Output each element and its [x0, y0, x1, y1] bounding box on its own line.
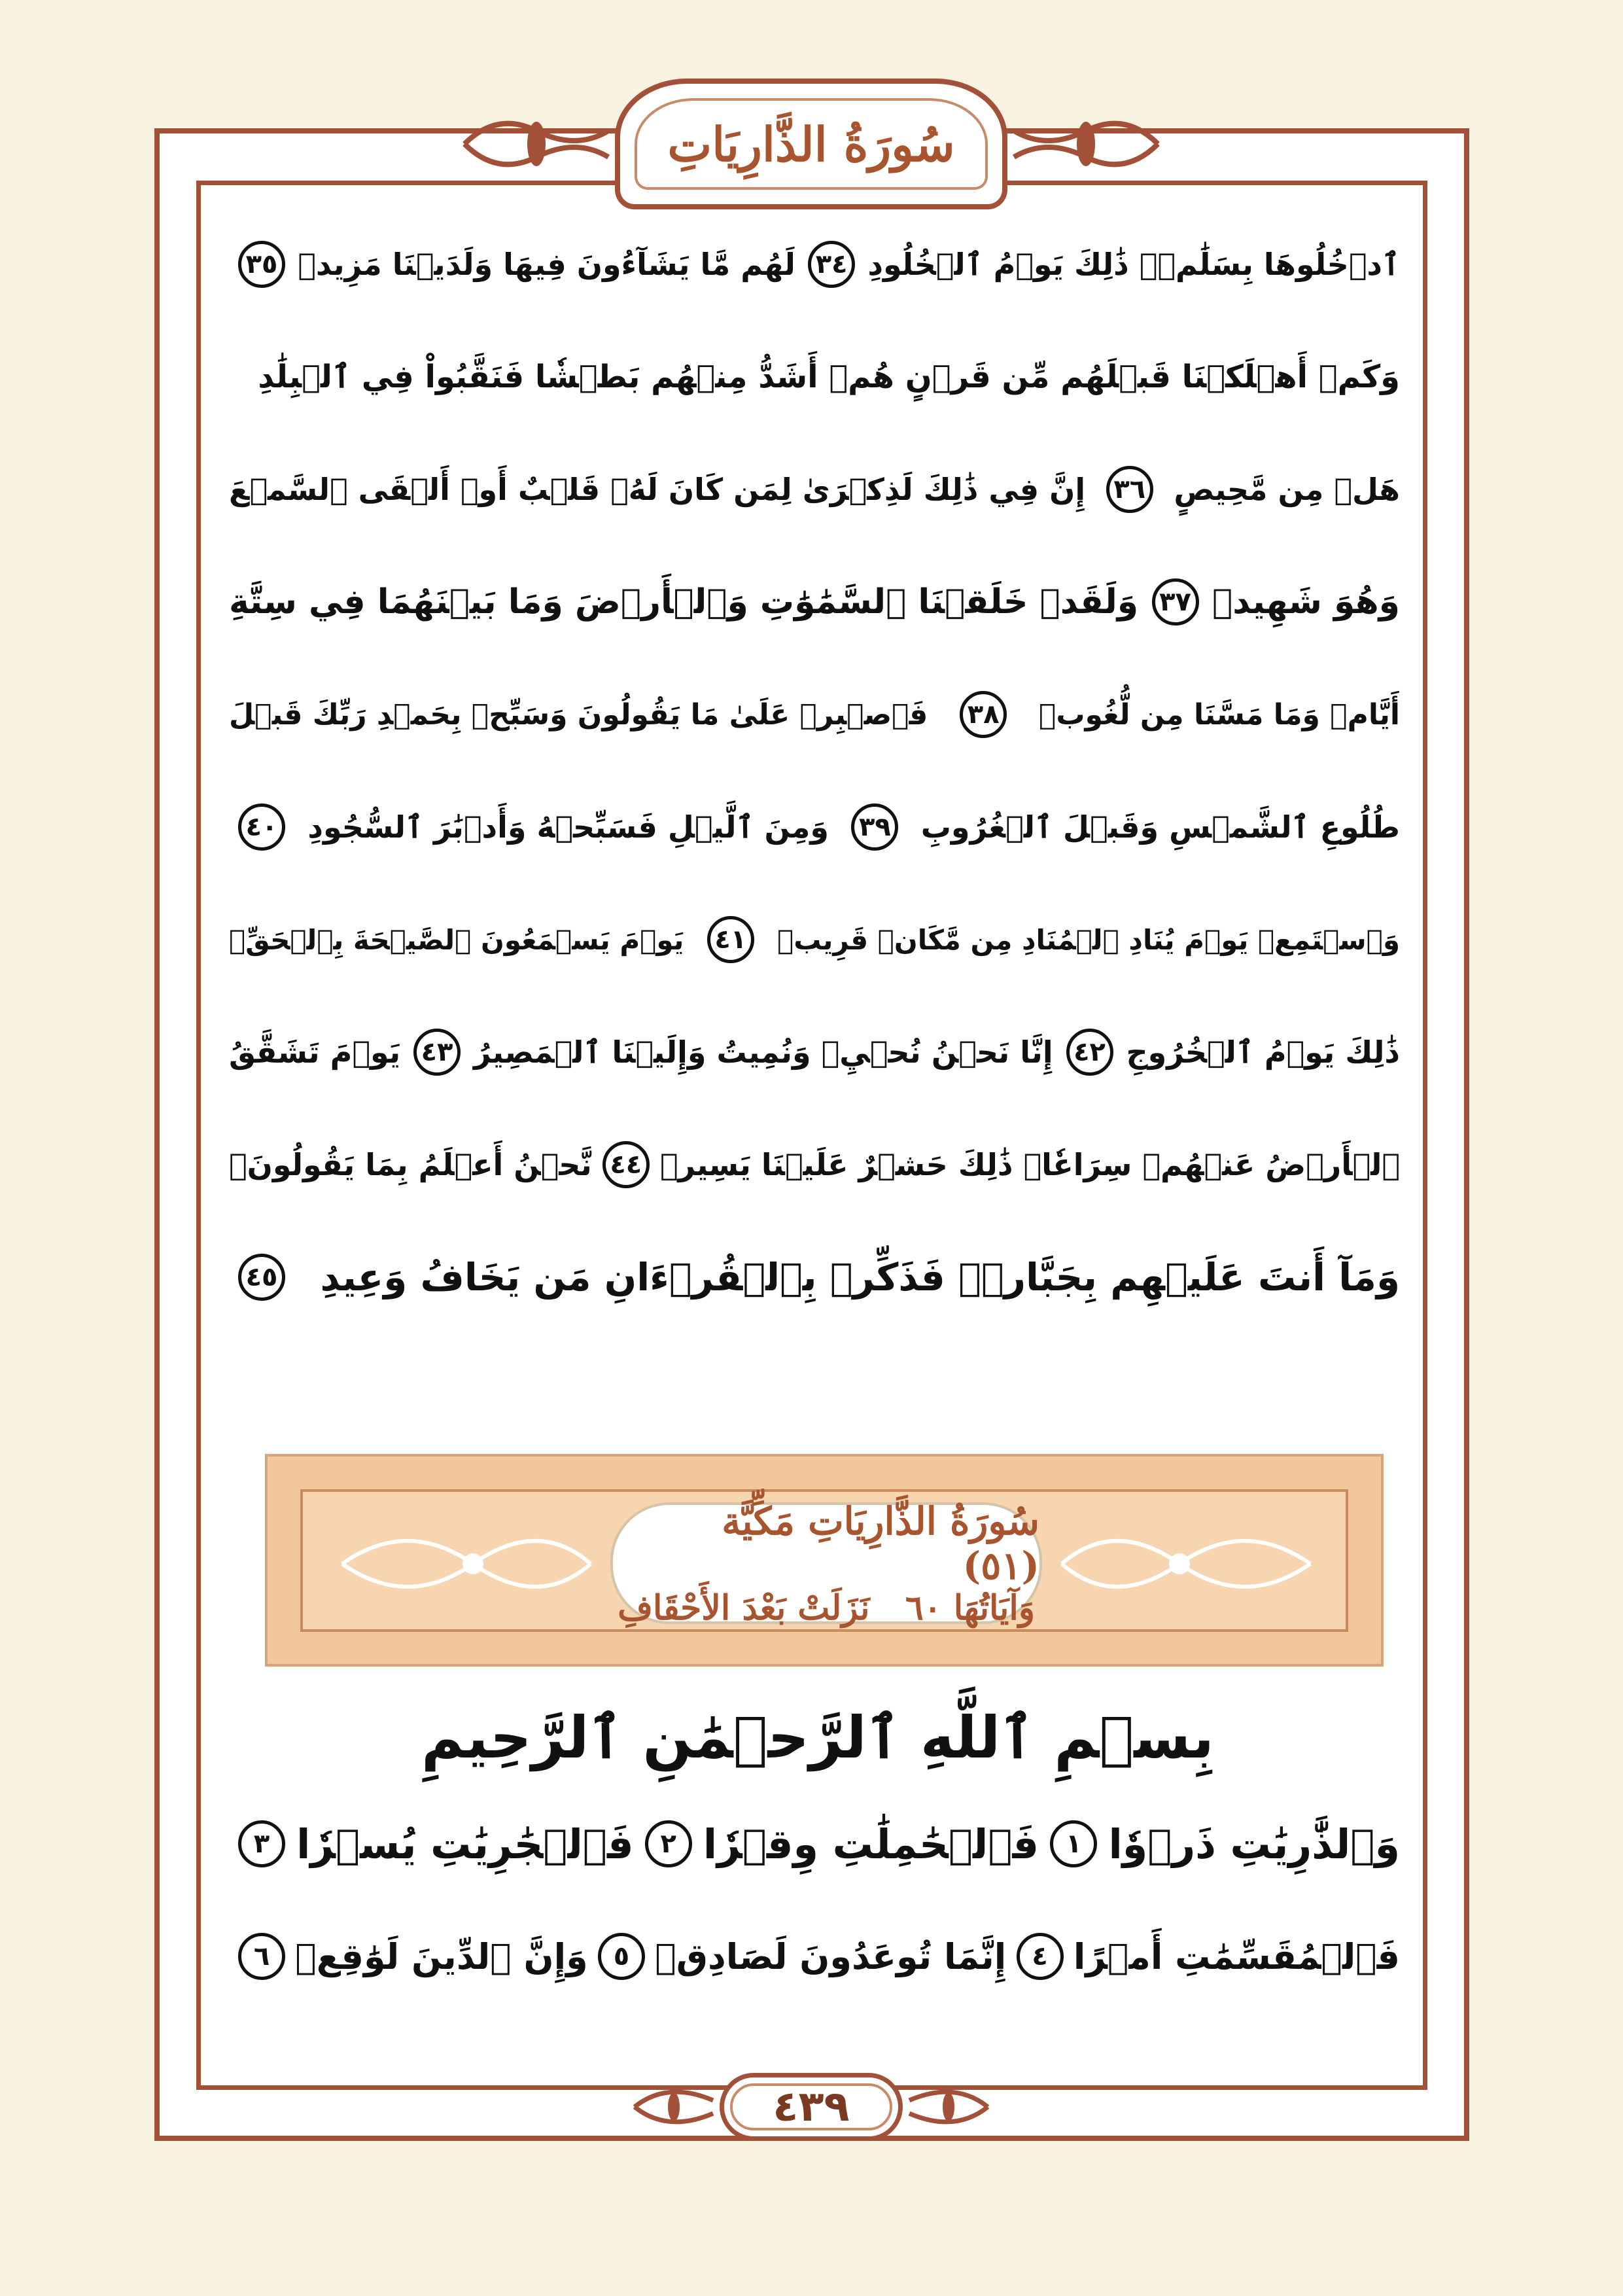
header-ornament-left-icon	[458, 105, 615, 183]
verse-text: لَهُم مَّا يَشَآءُونَ فِيهَا وَلَدَيۡنَا مَزِيدٞ	[298, 247, 795, 282]
ayah-number-marker: ٣٥	[238, 241, 285, 288]
verse-line	[229, 883, 1400, 996]
verse-text: ٱلۡأَرۡضُ عَنۡهُمۡ سِرَاعٗاۚ ذَٰلِكَ حَشۡرٌ عَلَيۡنَا يَسِيرٞ	[659, 1147, 1400, 1182]
verse-line	[229, 1788, 1400, 1900]
verse-text: طُلُوعِ ٱلشَّمۡسِ وَقَبۡلَ ٱلۡغُرُوبِ	[920, 809, 1400, 845]
verse-block	[229, 208, 1400, 1333]
surah-banner-title: سُورَةُ الذَّارِيَاتِ مَكِّيَّة	[722, 1498, 1039, 1544]
verse-text: فَٱلۡحَٰمِلَٰتِ وِقۡرٗا	[703, 1820, 1039, 1868]
ayah-number-marker: ٤٤	[602, 1141, 650, 1188]
verse-text: وَكَمۡ أَهۡلَكۡنَا قَبۡلَهُم مِّن قَرۡنٍ هُمۡ أَشَدُّ مِنۡهُم بَطۡشٗا فَنَقَّبُواْ فِي ٱلۡبِلَٰدِ	[258, 359, 1400, 395]
verse-text: وَلَقَدۡ خَلَقۡنَا ٱلسَّمَٰوَٰتِ وَٱلۡأَرۡضَ وَمَا بَيۡنَهُمَا فِي سِتَّةِ	[229, 582, 1139, 622]
surah-banner-title-box	[610, 1498, 1042, 1628]
verse-text: أَيَّامٖ وَمَا مَسَّنَا مِن لُّغُوبٖ	[1038, 698, 1400, 732]
verse-text: إِنَّ فِي ذَٰلِكَ لَذِكۡرَىٰ لِمَن كَانَ لَهُۥ قَلۡبٌ أَوۡ أَلۡقَى ٱلسَّمۡعَ	[229, 472, 1086, 507]
verse-text: وَمَآ أَنتَ عَلَيۡهِم بِجَبَّارٖۖ فَذَكِّرۡ بِٱلۡقُرۡءَانِ مَن يَخَافُ وَعِيدِ	[320, 1255, 1400, 1299]
ayah-number-marker: ٤٣	[413, 1029, 461, 1076]
opening-verse-block	[229, 1788, 1400, 2013]
ayah-number-marker: ١	[1050, 1820, 1097, 1867]
verse-text: يَوۡمَ يَسۡمَعُونَ ٱلصَّيۡحَةَ بِٱلۡحَقِّۚ	[229, 923, 684, 956]
verse-text: فَٱصۡبِرۡ عَلَىٰ مَا يَقُولُونَ وَسَبِّحۡ بِحَمۡدِ رَبِّكَ قَبۡلَ	[229, 698, 928, 732]
ayah-number-marker: ٣٦	[1106, 466, 1153, 513]
footer-ornament-right-icon	[903, 2081, 994, 2133]
ayah-number-marker: ٣	[238, 1820, 285, 1867]
verse-line	[229, 1221, 1400, 1333]
header-ornament-right-icon	[1007, 105, 1164, 183]
verse-text: هَلۡ مِن مَّحِيصٍ	[1174, 472, 1400, 507]
verse-text: إِنَّمَا تُوعَدُونَ لَصَادِقٞ	[655, 1935, 1007, 1977]
surah-banner-line1	[613, 1499, 1039, 1588]
footer-ornament-left-icon	[628, 2081, 720, 2133]
verse-line	[229, 208, 1400, 321]
surah-banner-number: (٥١)	[962, 1543, 1039, 1588]
surah-name: سُورَةُ الذَّارِيَاتِ	[667, 116, 955, 172]
verse-text: وَمِنَ ٱلَّيۡلِ فَسَبِّحۡهُ وَأَدۡبَٰرَ ٱلسُّجُودِ	[307, 809, 829, 845]
ayah-number-marker: ٥	[598, 1933, 645, 1980]
ayah-number-marker: ٣٩	[851, 804, 898, 851]
ayah-number-marker: ٣٤	[808, 241, 855, 288]
surah-banner	[265, 1454, 1384, 1667]
verse-text: ٱدۡخُلُوهَا بِسَلَٰمٖۖ ذَٰلِكَ يَوۡمُ ٱلۡخُلُودِ	[867, 247, 1400, 282]
surah-header-cartouche	[615, 79, 1007, 209]
page-number: ٤٣٩	[730, 2083, 892, 2130]
verse-line	[229, 658, 1400, 771]
ayah-number-marker: ٤٠	[238, 804, 285, 851]
surah-banner-line2	[618, 1588, 1035, 1628]
verse-line	[229, 1108, 1400, 1221]
ayah-number-marker: ٤١	[707, 916, 754, 963]
ayah-number-marker: ٦	[238, 1933, 285, 1980]
verse-line	[229, 433, 1400, 546]
ayah-number-marker: ٤٥	[238, 1254, 285, 1301]
verse-line	[229, 771, 1400, 883]
verse-text: نَّحۡنُ أَعۡلَمُ بِمَا يَقُولُونَۖ	[229, 1147, 592, 1182]
verse-text: وَٱلذَّٰرِيَٰتِ ذَرۡوٗا	[1108, 1820, 1400, 1868]
ayah-number-marker: ٤	[1017, 1933, 1064, 1980]
surah-banner-ayat-count: وَآيَاتُهَا ٦٠	[905, 1587, 1035, 1628]
banner-arabesque-left-icon	[329, 1511, 604, 1616]
verse-text: وَهُوَ شَهِيدٞ	[1212, 582, 1400, 622]
verse-line	[229, 996, 1400, 1108]
surah-banner-inner	[300, 1489, 1348, 1632]
verse-text: وَإِنَّ ٱلدِّينَ لَوَٰقِعٞ	[295, 1935, 588, 1977]
page-number-cartouche	[720, 2073, 903, 2141]
verse-line	[229, 546, 1400, 658]
verse-line	[229, 321, 1400, 433]
banner-arabesque-right-icon	[1049, 1511, 1323, 1616]
surah-banner-revelation-note: نَزَلَتْ بَعْدَ الأَحْقَافِ	[618, 1587, 870, 1628]
verse-line	[229, 1900, 1400, 2013]
verse-text: فَٱلۡمُقَسِّمَٰتِ أَمۡرًا	[1073, 1935, 1400, 1977]
verse-text: ذَٰلِكَ يَوۡمُ ٱلۡخُرُوجِ	[1126, 1034, 1400, 1070]
ayah-number-marker: ٣٨	[960, 691, 1007, 738]
bismillah: بِسۡمِ ٱللَّهِ ٱلرَّحۡمَٰنِ ٱلرَّحِيمِ	[421, 1703, 1214, 1771]
ayah-number-marker: ٤٢	[1066, 1029, 1113, 1076]
ayah-number-marker: ٣٧	[1152, 578, 1199, 626]
ayah-number-marker: ٢	[645, 1820, 692, 1867]
verse-text: يَوۡمَ تَشَقَّقُ	[229, 1034, 401, 1070]
verse-text: إِنَّا نَحۡنُ نُحۡيِۦ وَنُمِيتُ وَإِلَيۡنَا ٱلۡمَصِيرُ	[473, 1034, 1053, 1070]
verse-text: فَٱلۡجَٰرِيَٰتِ يُسۡرٗا	[296, 1820, 634, 1868]
verse-text: وَٱسۡتَمِعۡ يَوۡمَ يُنَادِ ٱلۡمُنَادِ مِن مَّكَانٖ قَرِيبٖ	[777, 923, 1400, 956]
